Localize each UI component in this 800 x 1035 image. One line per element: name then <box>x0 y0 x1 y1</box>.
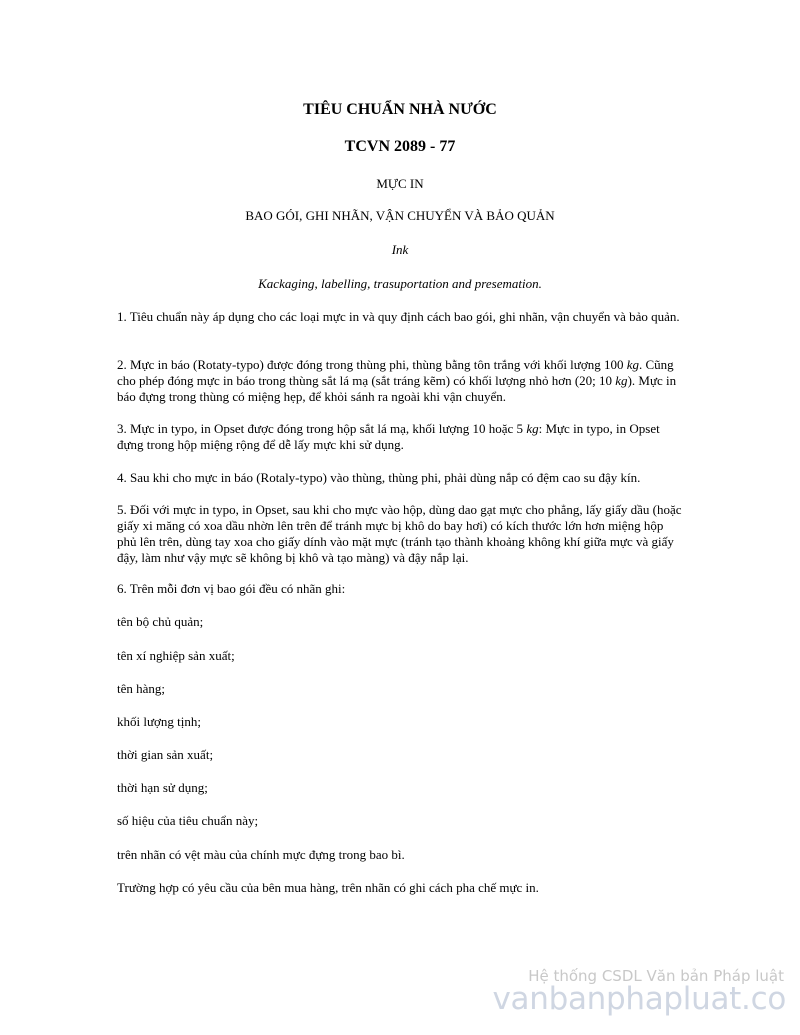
closing-note: Trường hợp có yêu cầu của bên mua hàng, trên nhãn có ghi cách pha chế mực in. <box>117 880 539 895</box>
english-subtitle: Kackaging, labelling, trasuportation and presemation. <box>258 276 542 291</box>
label-item: trên nhãn có vệt màu của chính mực đựng trong bao bì. <box>117 847 405 862</box>
paragraph-1: 1. Tiêu chuẩn này áp dụng cho các loại mực in và quy định cách bao gói, ghi nhãn, vận chuyển và bảo quản. <box>117 309 680 324</box>
document-subject: MỰC IN <box>376 176 424 191</box>
document-title: TIÊU CHUẨN NHÀ NƯỚC <box>303 101 497 118</box>
label-item: thời hạn sử dụng; <box>117 780 208 795</box>
label-item: số hiệu của tiêu chuẩn này; <box>117 813 259 828</box>
paragraph-5: 5. Đối với mực in typo, in Opset, sau khi cho mực vào hộp, dùng dao gạt mực cho phẳng, lấy giấy dầu (hoặc giấy xi măng có xoa dầu nhờn lên trên để tránh mực bị khô do bay hơi) có kích thước lớn hơn miệng hộp phủ lên trên, dùng tay xoa cho giấy dính vào mặt mực (tránh tạo thành khoảng không khí giữa mực và giấy đậy, làm như vậy mực sẽ không bị khô và tạo màng) và đậy nắp lại. <box>117 502 682 565</box>
label-item: tên hàng; <box>117 681 166 696</box>
standard-code: TCVN 2089 - 77 <box>344 138 456 155</box>
unit-kg: kg <box>526 421 539 436</box>
paragraph-2-part: 2. Mực in báo (Rotaty-typo) được đóng trong thùng phi, thùng bằng tôn trắng với khối lượng 100 <box>117 357 627 372</box>
watermark-caption: Hệ thống CSDL Văn bản Pháp luật <box>528 967 784 985</box>
paragraph-3-part: : Mực in typo, in Opset đựng trong hộp miệng rộng để dễ lấy mực khi sử dụng. <box>117 421 660 452</box>
document-subtitle: BAO GÓI, GHI NHÃN, VẬN CHUYỂN VÀ BẢO QUẢN <box>245 208 555 223</box>
unit-kg: kg <box>626 357 639 372</box>
paragraph-3 <box>117 421 685 453</box>
paragraph-2-part: ). Mực in báo đựng trong thùng có miệng hẹp, để khỏi sánh ra ngoài khi vận chuyển. <box>117 373 677 404</box>
label-item: tên bộ chủ quản; <box>117 614 204 629</box>
english-subject: Ink <box>391 242 409 257</box>
paragraph-6: 6. Trên mỗi đơn vị bao gói đều có nhãn ghi: <box>117 581 346 596</box>
label-item: tên xí nghiệp sản xuất; <box>117 648 235 663</box>
unit-kg: kg <box>615 373 628 388</box>
label-item: khối lượng tịnh; <box>117 714 201 729</box>
watermark-site: vanbanphapluat.co <box>492 981 786 1017</box>
paragraph-3-part: 3. Mực in typo, in Opset được đóng trong hộp sắt lá mạ, khối lượng 10 hoặc 5 <box>117 421 527 436</box>
label-item: thời gian sản xuất; <box>117 747 214 762</box>
paragraph-2 <box>117 357 685 405</box>
paragraph-4: 4. Sau khi cho mực in báo (Rotaly-typo) vào thùng, thùng phi, phải dùng nắp có đệm cao su đậy kín. <box>117 470 641 485</box>
paragraph-2-part: . Cũng cho phép đóng mực in báo trong thùng sắt lá mạ (sắt tráng kẽm) có khối lượng nhỏ hơn (20; 10 <box>117 357 674 388</box>
